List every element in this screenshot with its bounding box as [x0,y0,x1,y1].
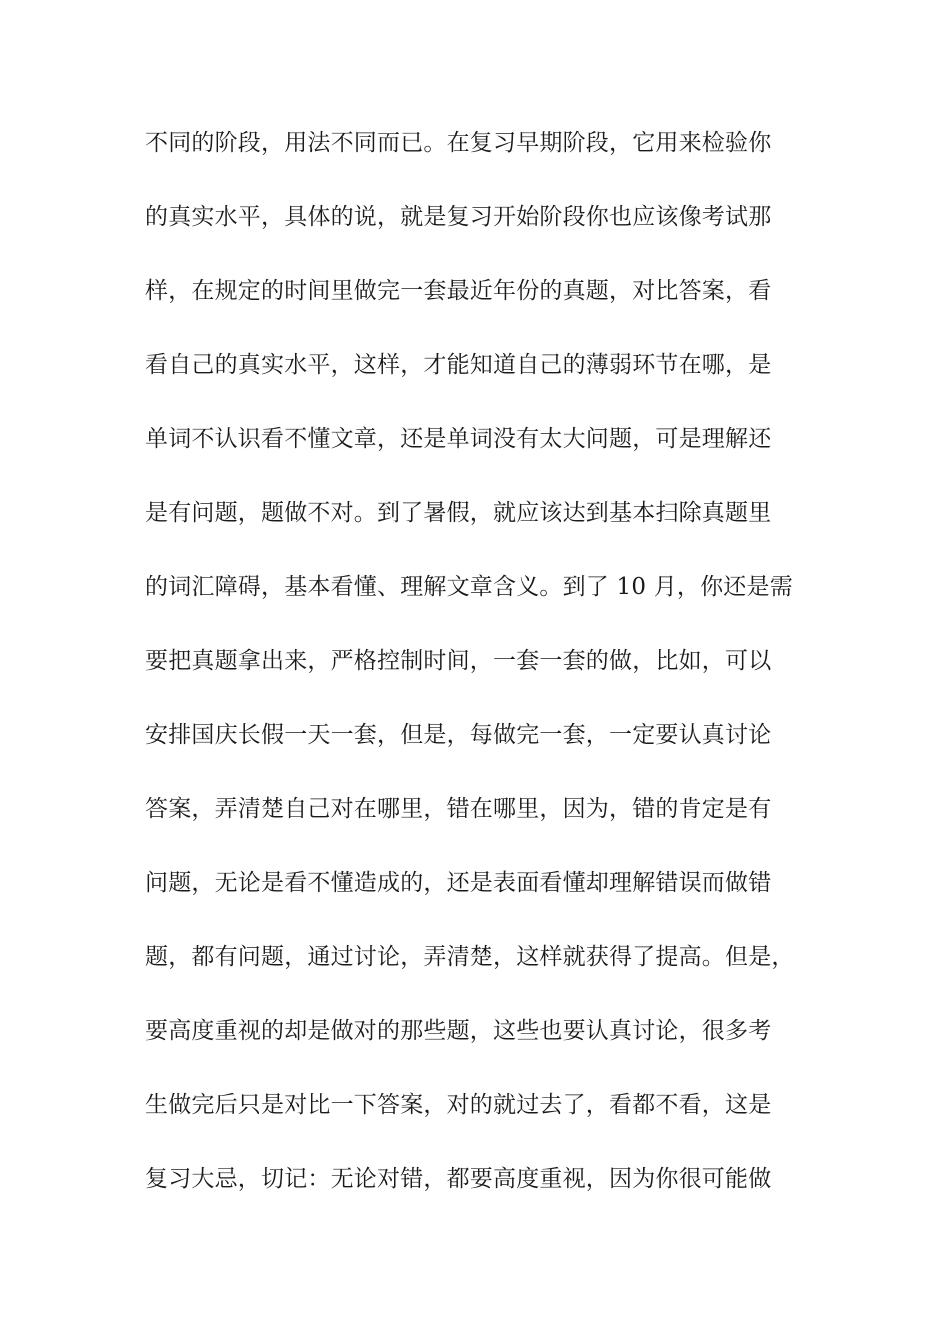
text-line: 样，在规定的时间里做完一套最近年份的真题，对比答案，看 [145,278,772,304]
text-line: 的真实水平，具体的说，就是复习开始阶段你也应该像考试那 [145,204,772,230]
body-text [145,131,835,1241]
text-line: 问题，无论是看不懂造成的，还是表面看懂却理解错误而做错 [145,870,772,896]
text-line: 要把真题拿出来，严格控制时间，一套一套的做，比如，可以 [145,648,772,674]
text-line: 是有问题，题做不对。到了暑假，就应该达到基本扫除真题里 [145,500,772,526]
text-line: 安排国庆长假一天一套，但是，每做完一套，一定要认真讨论 [145,722,772,748]
text-line: 复习大忌，切记：无论对错，都要高度重视，因为你很可能做 [145,1166,772,1192]
text-line: 生做完后只是对比一下答案，对的就过去了，看都不看，这是 [145,1092,772,1118]
text-line: 题，都有问题，通过讨论，弄清楚，这样就获得了提高。但是， [145,944,795,970]
text-line: 答案，弄清楚自己对在哪里，错在哪里，因为，错的肯定是有 [145,796,772,822]
text-line: 看自己的真实水平，这样，才能知道自己的薄弱环节在哪，是 [145,352,772,378]
text-line: 的词汇障碍，基本看懂、理解文章含义。到了 10 月，你还是需 [145,574,793,600]
text-line: 不同的阶段，用法不同而已。在复习早期阶段，它用来检验你 [145,130,772,156]
text-line: 要高度重视的却是做对的那些题，这些也要认真讨论，很多考 [145,1018,772,1044]
text-line: 单词不认识看不懂文章，还是单词没有太大问题，可是理解还 [145,426,772,452]
